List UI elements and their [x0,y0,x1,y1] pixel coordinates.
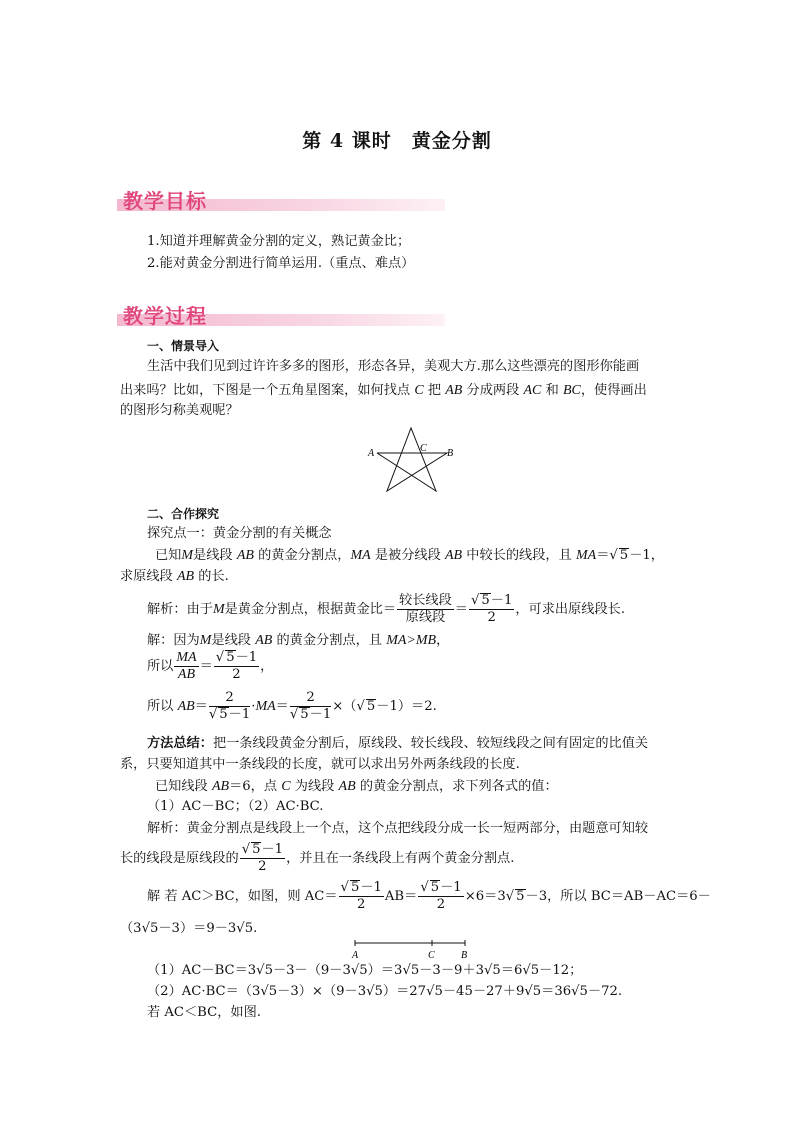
segment-label-b: B [461,950,468,961]
method-summary: 系，只要知道其中一条线段的长度，就可以求出另外两条线段的长度. [120,757,520,772]
segment-label-a: A [352,950,359,961]
intro-paragraph: 生活中我们见到过许许多多的图形，形态各异，美观大方.那么这些漂亮的图形你能画 [147,359,640,374]
page-title: 第 4 课时 黄金分割 [302,130,492,152]
example1-analysis: 解析：由于M是黄金分割点，根据黄金比＝ $\frac{\text{较长线段}}{\text{原线段}}$ ＝ $\frac{√ 5-1}{2}$ ，可求出原线段长. [147,593,626,625]
section-heading: 教学目标 [123,189,207,213]
section-banner-process [117,300,445,330]
example1-step: 所以 $\frac{MA}{AB}$ ＝ $\frac{√ 5-1}{2}$ ， [147,650,274,682]
section-banner-objectives [117,185,445,215]
example2-analysis: 长的线段是原线段的 $\frac{√ 5-1}{2}$ ，并且在一条线段上有两个黄金分割点. [120,842,515,874]
segment-label-c: C [428,950,435,961]
example2-question: （1）AC－BC；（2）AC·BC. [147,799,324,814]
explore-point: 探究点一：黄金分割的有关概念 [147,526,332,541]
example1-question: 求原线段 AB 的长. [120,569,229,584]
example2-solution: （3√5－3）＝9－3√5. [120,921,258,936]
example2-question: 已知线段 AB＝6，点 C 为线段 AB 的黄金分割点，求下列各式的值： [155,779,558,794]
example2-step: （1）AC－BC＝3√5－3－（9－3√5）＝3√5－3－9＋3√5＝6√5－12； [147,963,583,978]
pentagram-lines [377,428,447,491]
objective-item: 1.知道并理解黄金分割的定义，熟记黄金比； [147,234,411,249]
intro-paragraph: 的图形匀称美观呢？ [120,403,239,418]
intro-paragraph: 出来吗？比如，下图是一个五角星图案，如何找点 C 把 AB 分成两段 AC 和 BC，使得画出 [120,383,647,398]
example1-solution: 解：因为M是线段 AB 的黄金分割点，且 MA>MB， [147,633,450,648]
method-summary: 方法总结：把一条线段黄金分割后，原线段、较长线段、较短线段之间有固定的比值关 [147,736,649,751]
segment-figure [345,937,475,961]
example2-analysis: 解析：黄金分割点是线段上一个点，这个点把线段分成一长一短两部分，由题意可知较 [147,821,649,836]
explore-heading: 二、合作探究 [147,507,220,521]
example1-question: 已知M是线段 AB 的黄金分割点，MA 是被分线段 AB 中较长的线段，且 MA＝√ 5－1， [155,548,664,563]
objective-item: 2.能对黄金分割进行简单运用.（重点、难点） [147,256,415,271]
pentagram-figure [360,420,460,500]
example2-step: （2）AC·BC＝（3√5－3）×（9－3√5）＝27√5－45－27＋9√5＝36√5－72. [147,984,623,999]
example1-step: 所以 AB＝ $\frac{2}{√ 5-1}$ ·MA＝ $\frac{2}{√ 5-1}$ ×（√ 5－1）＝2. [147,690,437,722]
star-label-a: A [368,448,375,459]
example2-solution: 解 若 AC＞BC，如图，则 AC＝ $\frac{√ 5-1}{2}$ AB＝ $\frac{√ 5-1}{2}$ ×6＝3√ 5－3，所以 BC＝AB－AC＝6－ [147,880,711,912]
section-heading: 教学过程 [123,304,207,328]
example2-step: 若 AC＜BC，如图. [147,1005,261,1020]
star-label-b: B [447,448,454,459]
star-label-c: C [420,443,427,454]
intro-heading: 一、情景导入 [147,339,220,353]
